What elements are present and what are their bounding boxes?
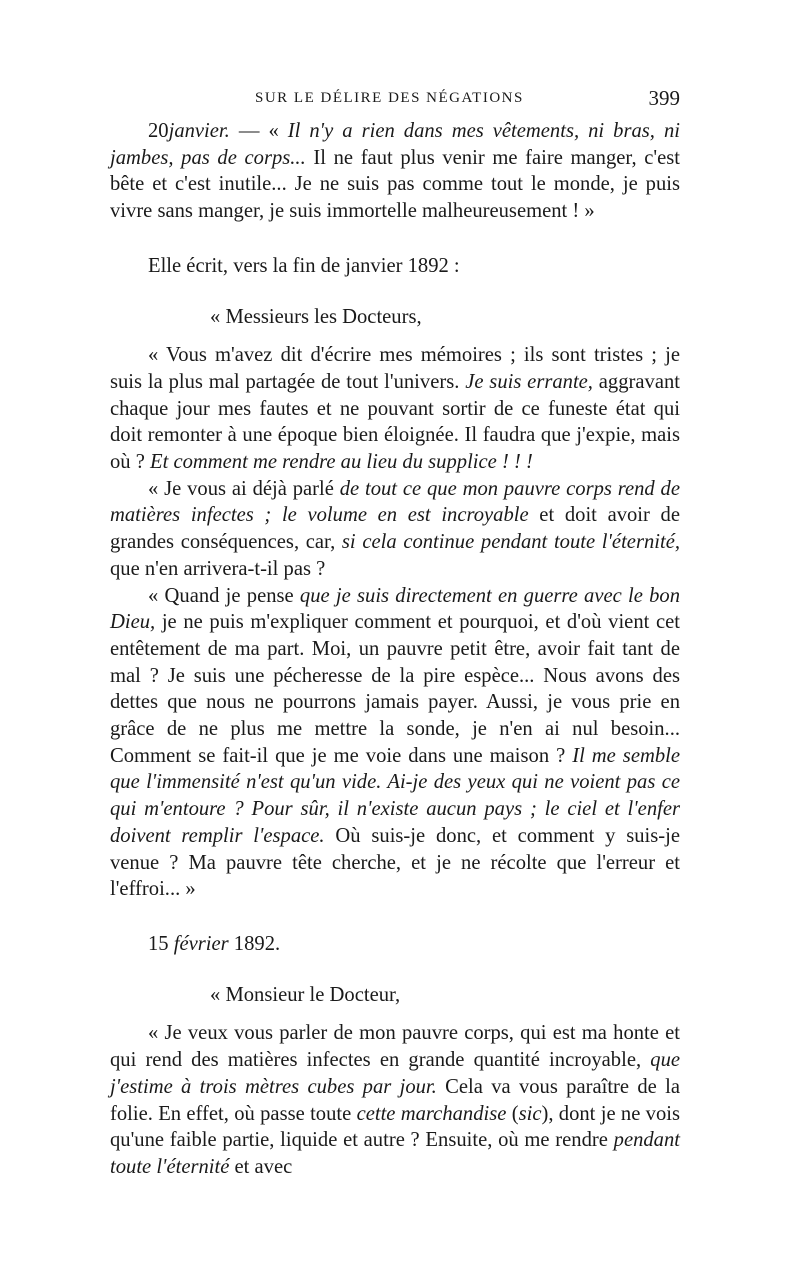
text-segment: Où suis-je donc, et comment y suis-je venue ? Ma pauvre tête cherche, et je ne récolte que l'erreur et l'effroi... » bbox=[110, 824, 680, 901]
dash-open: — « bbox=[229, 120, 288, 142]
text-segment: je ne puis m'expliquer comment et pourquoi, et d'où vient cet entêtement de ma part. Moi, un pauvre petit être, avoir fait tant de mal ? Je suis une pécheresse de la pire espèce... Nous avons des dettes que nous ne pourrons jamais payer. Aussi, je vous prie en grâce de ne plus me mettre la sonde, je n'en ai nul besoin... Comment se fait-il que je me voie dans une maison ? bbox=[110, 611, 680, 767]
paragraph-15-fevrier bbox=[110, 931, 680, 958]
italic-segment: si cela continue pendant toute l'éternité, bbox=[341, 531, 680, 554]
text-segment: aggravant chaque jour mes fautes et ne pouvant sortir de ce funeste état qui doit remonter à une époque bien éloignée. Il faudra que j'expie, mais où ? bbox=[110, 370, 680, 474]
text-segment: que n'en arrivera-t-il pas ? bbox=[110, 557, 326, 580]
quote-rest: Il ne faut plus venir me faire manger, c'est bête et c'est inutile... Je ne suis pas comme tout le monde, je puis vivre sans manger, je suis immortelle malheureusement ! » bbox=[110, 146, 680, 223]
running-head bbox=[110, 88, 680, 118]
date-month: février bbox=[173, 932, 229, 955]
paragraph-pauvre-corps bbox=[110, 1020, 680, 1180]
text-segment: et avec bbox=[229, 1155, 293, 1178]
page-number: 399 bbox=[648, 86, 680, 110]
date-month: janvier. bbox=[168, 120, 230, 142]
paragraph-20-janvier bbox=[110, 118, 680, 225]
salutation-messieurs: « Messieurs les Docteurs, bbox=[210, 305, 422, 328]
paragraph-guerre-bon-dieu bbox=[110, 583, 680, 903]
paragraph-matieres bbox=[110, 476, 680, 583]
text-segment: et doit avoir de grandes conséquences, car, bbox=[110, 504, 680, 554]
italic-segment: Il me semble que l'immensité n'est qu'un vide. Ai-je des yeux qui ne voient pas ce qui m'entoure ? Pour sûr, il n'existe aucun pays ; le ciel et l'enfer doivent remplir l'espace. bbox=[110, 744, 680, 847]
date-year: 1892. bbox=[228, 932, 281, 955]
italic-segment: que j'estime à trois mètres cubes par jour. bbox=[110, 1049, 680, 1098]
italic-segment: de tout ce que mon pauvre corps rend de matières infectes ; le volume en est incroyable bbox=[110, 477, 680, 527]
italic-segment: Je suis errante, bbox=[465, 370, 593, 393]
book-page bbox=[110, 88, 680, 1181]
text-segment: « Je veux vous parler de mon pauvre corps, qui est ma honte et qui rend des matières infectes en grande quantité incroyable, bbox=[110, 1022, 680, 1072]
date-day: 15 bbox=[148, 932, 169, 955]
italic-segment: sic bbox=[518, 1102, 542, 1125]
date-day: 20 bbox=[148, 120, 169, 142]
italic-segment: Et comment me rendre au lieu du supplice ! ! ! bbox=[150, 451, 533, 474]
paragraph-memoires bbox=[110, 342, 680, 476]
text-segment: « Je vous ai déjà parlé bbox=[148, 477, 340, 500]
text-segment: « Vous m'avez dit d'écrire mes mémoires ; ils sont tristes ; je suis la plus mal partagée de tout l'univers. bbox=[110, 344, 680, 393]
text-segment: ( bbox=[506, 1102, 519, 1125]
italic-segment: cette marchandise bbox=[356, 1102, 507, 1125]
quote-italic: Il n'y a rien dans mes vêtements, ni bras, ni jambes, pas de corps... bbox=[110, 120, 680, 169]
running-title: SUR LE DÉLIRE DES NÉGATIONS bbox=[255, 90, 524, 106]
italic-segment: pendant toute l'éternité bbox=[110, 1129, 680, 1178]
text-segment: ), dont je ne vois qu'une faible partie, liquide et autre ? Ensuite, où me rendre bbox=[110, 1102, 681, 1152]
italic-segment: que je suis directement en guerre avec le bon Dieu, bbox=[110, 584, 680, 634]
text-segment: Cela va vous paraître de la folie. En effet, où passe toute bbox=[110, 1075, 680, 1125]
text-segment: « Quand je pense bbox=[148, 584, 300, 607]
body-text bbox=[110, 118, 680, 1181]
paragraph-elle-ecrit: Elle écrit, vers la fin de janvier 1892 : bbox=[148, 254, 460, 277]
salutation-monsieur: « Monsieur le Docteur, bbox=[210, 983, 401, 1006]
